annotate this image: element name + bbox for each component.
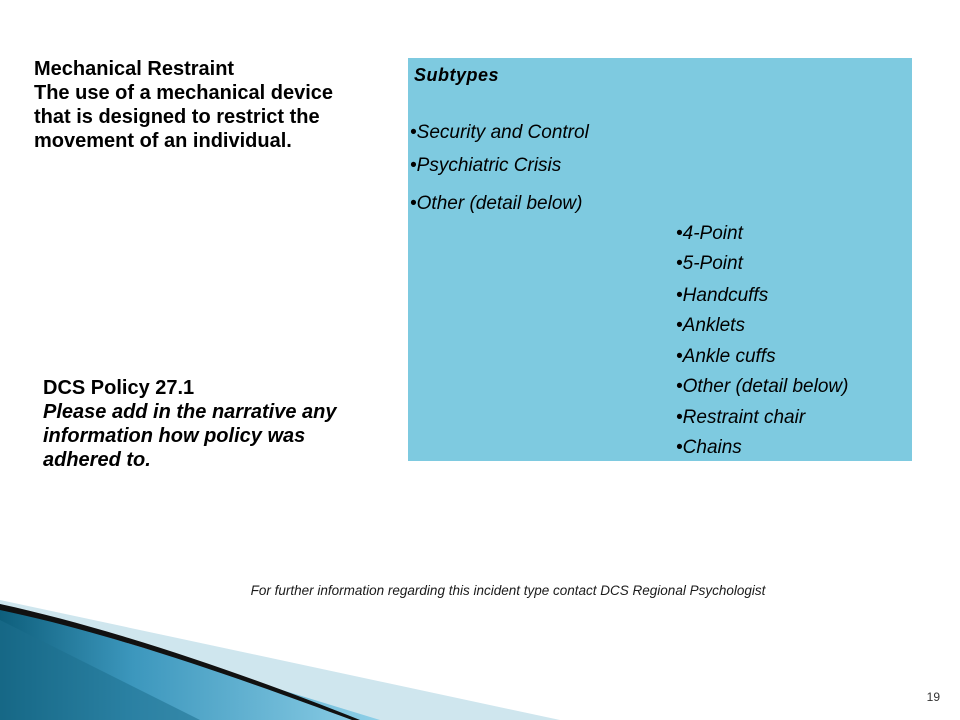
detail-item: •Chains <box>676 437 742 458</box>
definition-title: Mechanical Restraint <box>34 58 235 80</box>
detail-item: •4-Point <box>676 223 743 244</box>
detail-item: •Handcuffs <box>676 285 769 306</box>
detail-item: •Restraint chair <box>676 407 806 428</box>
policy-title: DCS Policy 27.1 <box>43 377 195 399</box>
detail-item: •5-Point <box>676 253 743 274</box>
subtypes-title: Subtypes <box>414 65 500 85</box>
detail-item: •Ankle cuffs <box>676 346 776 367</box>
footer-note: For further information regarding this incident type contact DCS Regional Psychologist <box>250 583 766 598</box>
detail-item: •Anklets <box>676 315 745 336</box>
subtype-item: •Security and Control <box>410 122 589 143</box>
policy-block <box>43 376 343 472</box>
definition-text: The use of a mechanical device that is designed to restrict the movement of an individual. <box>34 82 334 152</box>
decorative-swoosh <box>0 590 560 720</box>
subtype-item: •Other (detail below) <box>410 193 583 214</box>
policy-note: Please add in the narrative any information how policy was adhered to. <box>43 401 337 471</box>
detail-item: •Other (detail below) <box>676 376 849 397</box>
subtype-item: •Psychiatric Crisis <box>410 155 562 176</box>
page-number: 19 <box>926 690 940 704</box>
definition-block <box>34 57 374 153</box>
subtypes-box <box>408 58 912 461</box>
